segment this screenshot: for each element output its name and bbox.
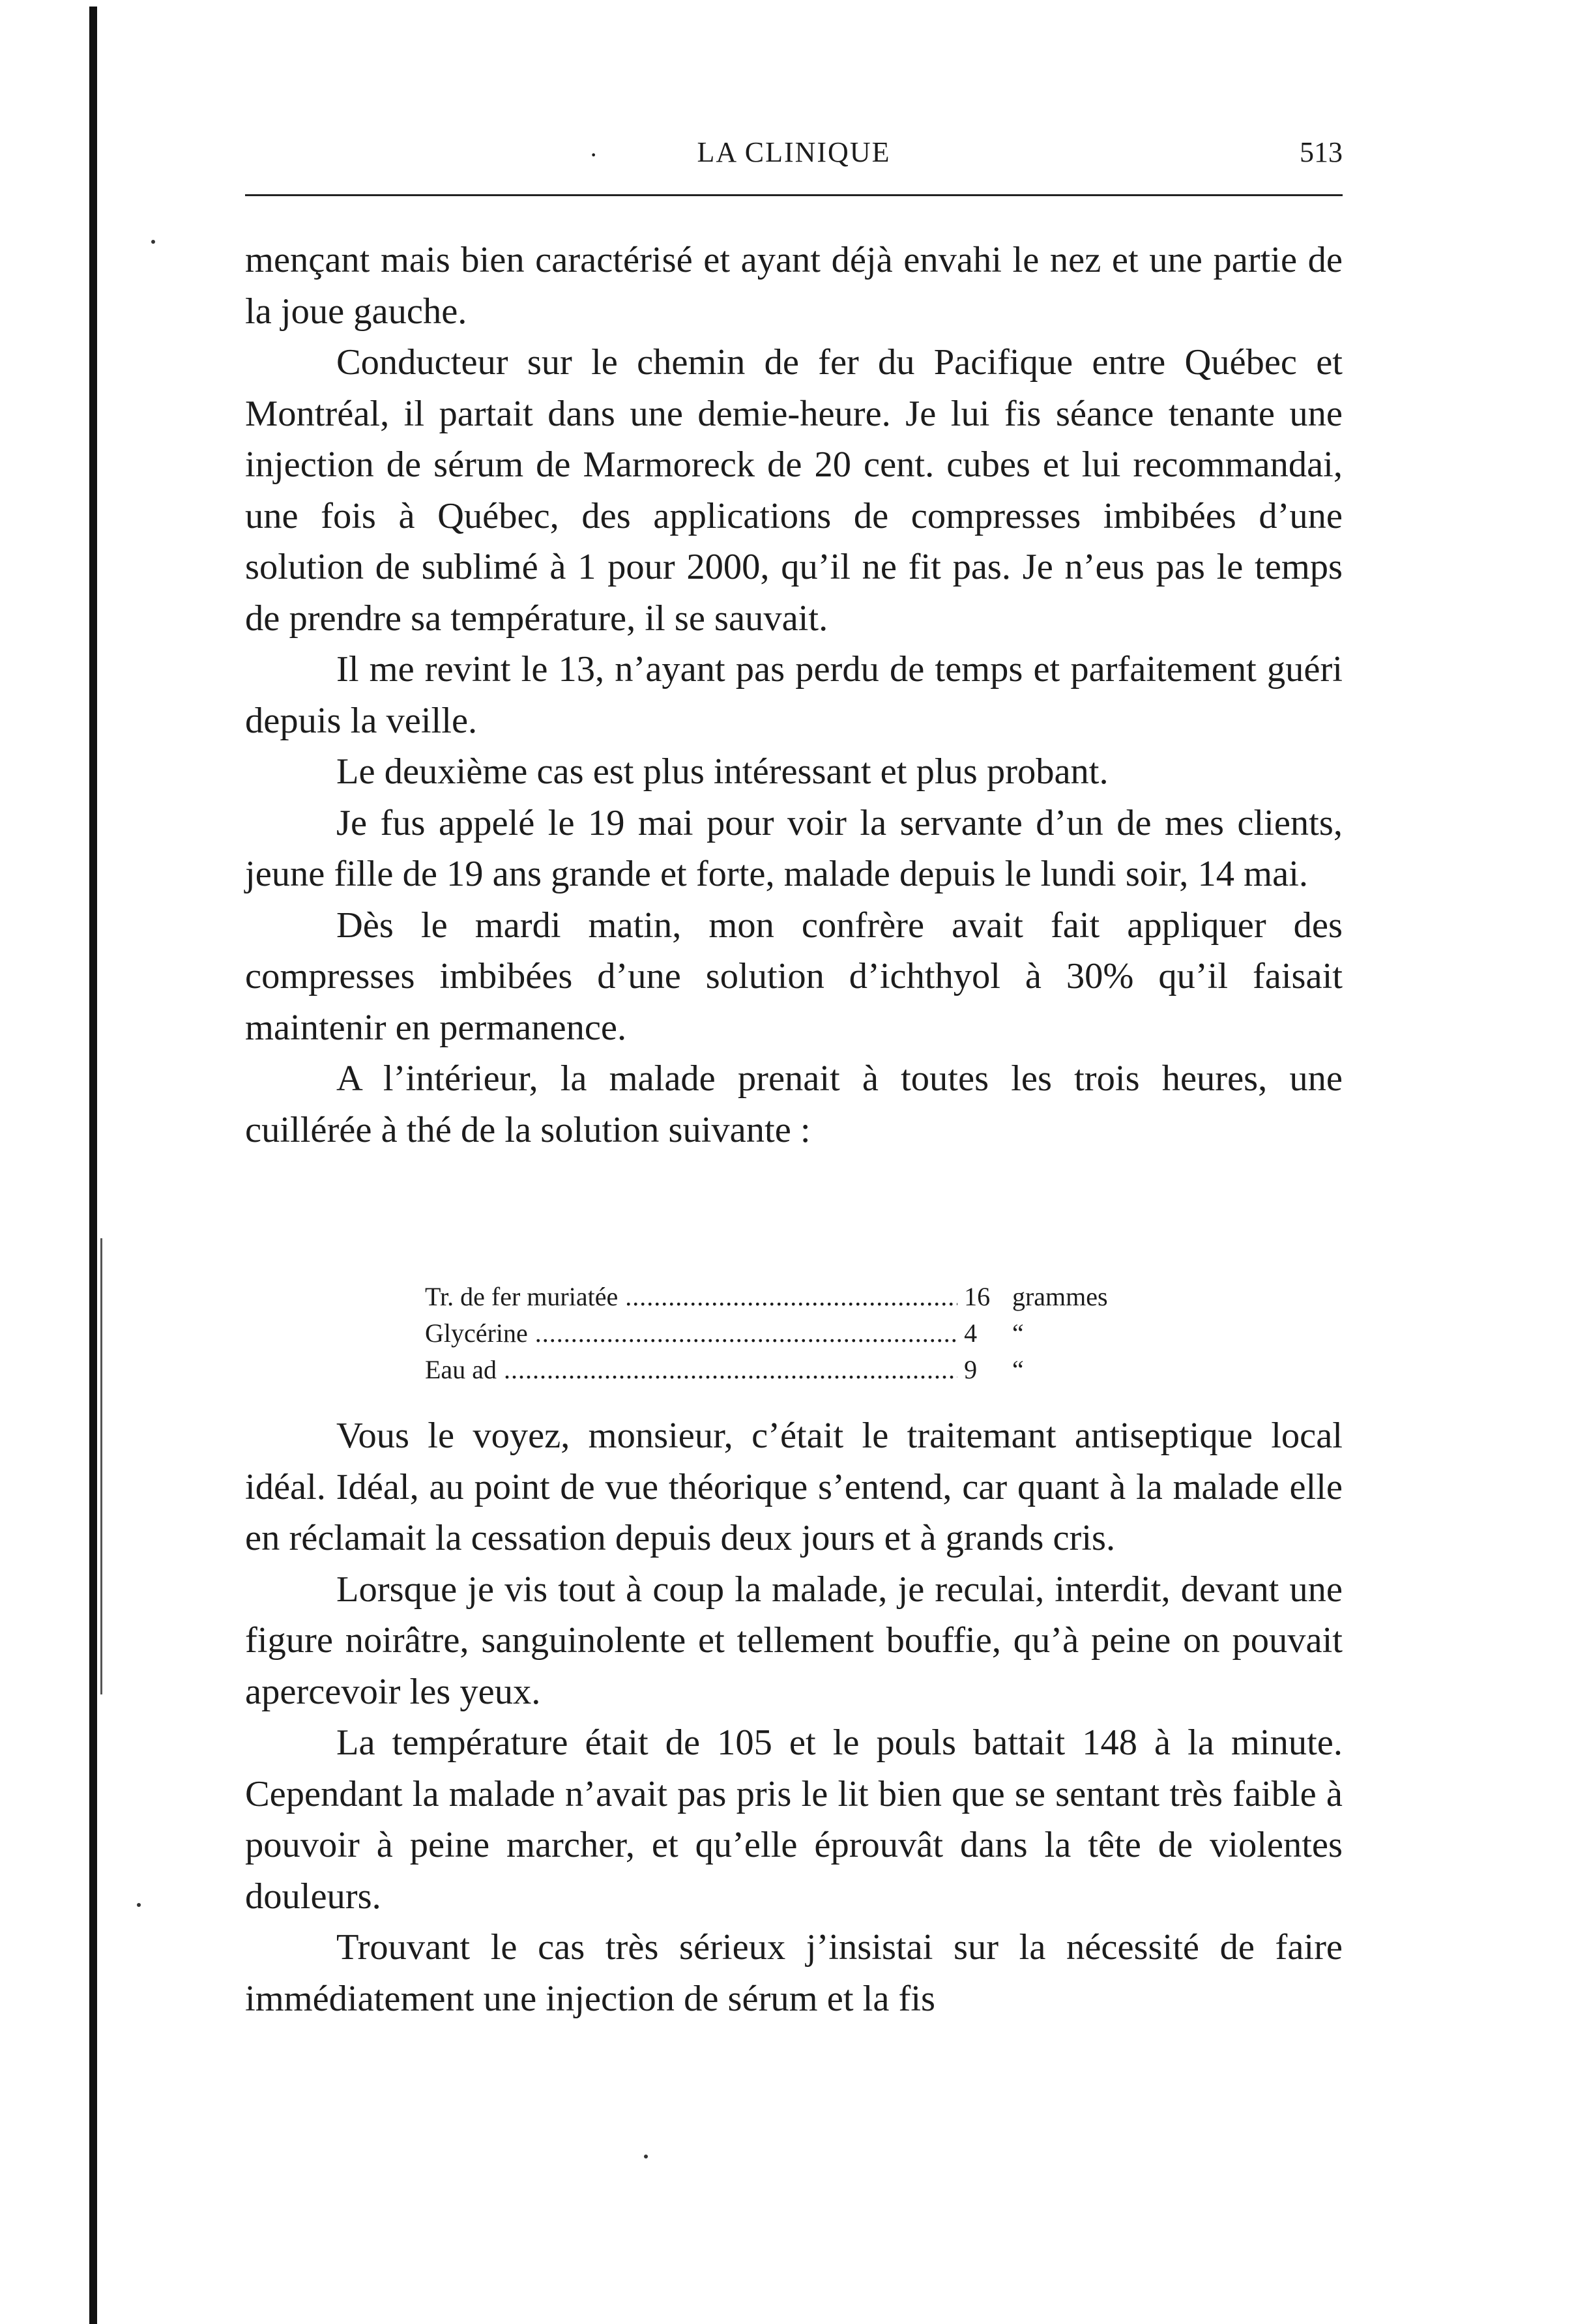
prescription-row: [425, 1352, 1194, 1388]
ingredient-name: Glycérine .....: [425, 1315, 957, 1352]
header-dot: ·: [589, 140, 598, 169]
paragraph: A l’intérieur, la malade prenait à toutes les trois heures, une cuillérée à thé de la solution suivante :: [245, 1058, 1343, 1150]
prescription-row: [425, 1279, 1194, 1315]
ingredient-unit: “: [1012, 1318, 1024, 1348]
ingredient-quantity: 9: [964, 1355, 978, 1384]
page-number: 513: [1300, 136, 1343, 168]
paragraph: mençant mais bien caractérisé et ayant déjà envahi le nez et une partie de la joue gauche.: [245, 240, 1343, 332]
header-rule: [245, 194, 1343, 196]
ingredient-quantity: 4: [964, 1318, 978, 1348]
ingredient-unit: “: [1012, 1355, 1024, 1384]
ingredient-name: Tr. de fer muriatée .....: [425, 1279, 957, 1315]
paper-speck: [137, 1903, 141, 1907]
running-title: LA CLINIQUE: [697, 136, 891, 168]
paragraph: Il me revint le 13, n’ayant pas perdu de temps et parfaitement guéri depuis la veille.: [245, 649, 1343, 741]
prescription-row: [425, 1315, 1194, 1352]
binding-edge: [89, 7, 97, 2324]
paragraph: Trouvant le cas très sérieux j’insistai sur la nécessité de faire immédiatement une injection de sérum et la fis: [245, 1927, 1343, 2019]
ingredient-quantity: 16: [964, 1282, 991, 1311]
binding-edge-shadow: [100, 1238, 102, 1694]
prescription-table: [425, 1279, 1194, 1388]
paragraph: Dès le mardi matin, mon confrère avait fait appliquer des compresses imbibées d’une solution d’ichthyol à 30% qu’il faisait maintenir en permanence.: [245, 905, 1343, 1048]
paragraph: Vous le voyez, monsieur, c’était le traitemant antiseptique local idéal. Idéal, au point de vue théorique s’entend, car quant à la malade elle en réclamait la cessation depuis deux jours et à grands cris.: [245, 1416, 1343, 1558]
ingredient-unit: grammes: [1012, 1282, 1108, 1311]
running-header: [245, 128, 1343, 173]
body-text-top: [245, 235, 1343, 1155]
paper-speck: [151, 240, 155, 244]
body-text-bottom: [245, 1410, 1343, 2024]
paragraph: Le deuxième cas est plus intéressant et plus probant.: [336, 751, 1109, 792]
ingredient-name: Eau ad .....: [425, 1352, 957, 1388]
paragraph: Lorsque je vis tout à coup la malade, je reculai, interdit, devant une figure noirâtre, sanguinolente et tellement bouffie, qu’à peine on pouvait apercevoir les yeux.: [245, 1569, 1343, 1712]
paragraph: Je fus appelé le 19 mai pour voir la servante d’un de mes clients, jeune fille de 19 ans grande et forte, malade depuis le lundi soir, 14 mai.: [245, 802, 1343, 894]
paragraph: La température était de 105 et le pouls battait 148 à la minute. Cependant la malade n’avait pas pris le lit bien que se sentant très faible à pouvoir à peine marcher, et qu’elle éprouvât dans la tête de violentes douleurs.: [245, 1722, 1343, 1917]
paper-speck: [644, 2155, 648, 2158]
paragraph: Conducteur sur le chemin de fer du Pacifique entre Québec et Montréal, il partait dans une demie-heure. Je lui fis séance tenante une injection de sérum de Marmoreck de 20 cent. cubes et lui recommandai, une fois à Québec, des applications de compresses imbibées d’une solution de sublimé à 1 pour 2000, qu’il ne fit pas. Je n’eus pas le temps de prendre sa température, il se sauvait.: [245, 342, 1343, 639]
